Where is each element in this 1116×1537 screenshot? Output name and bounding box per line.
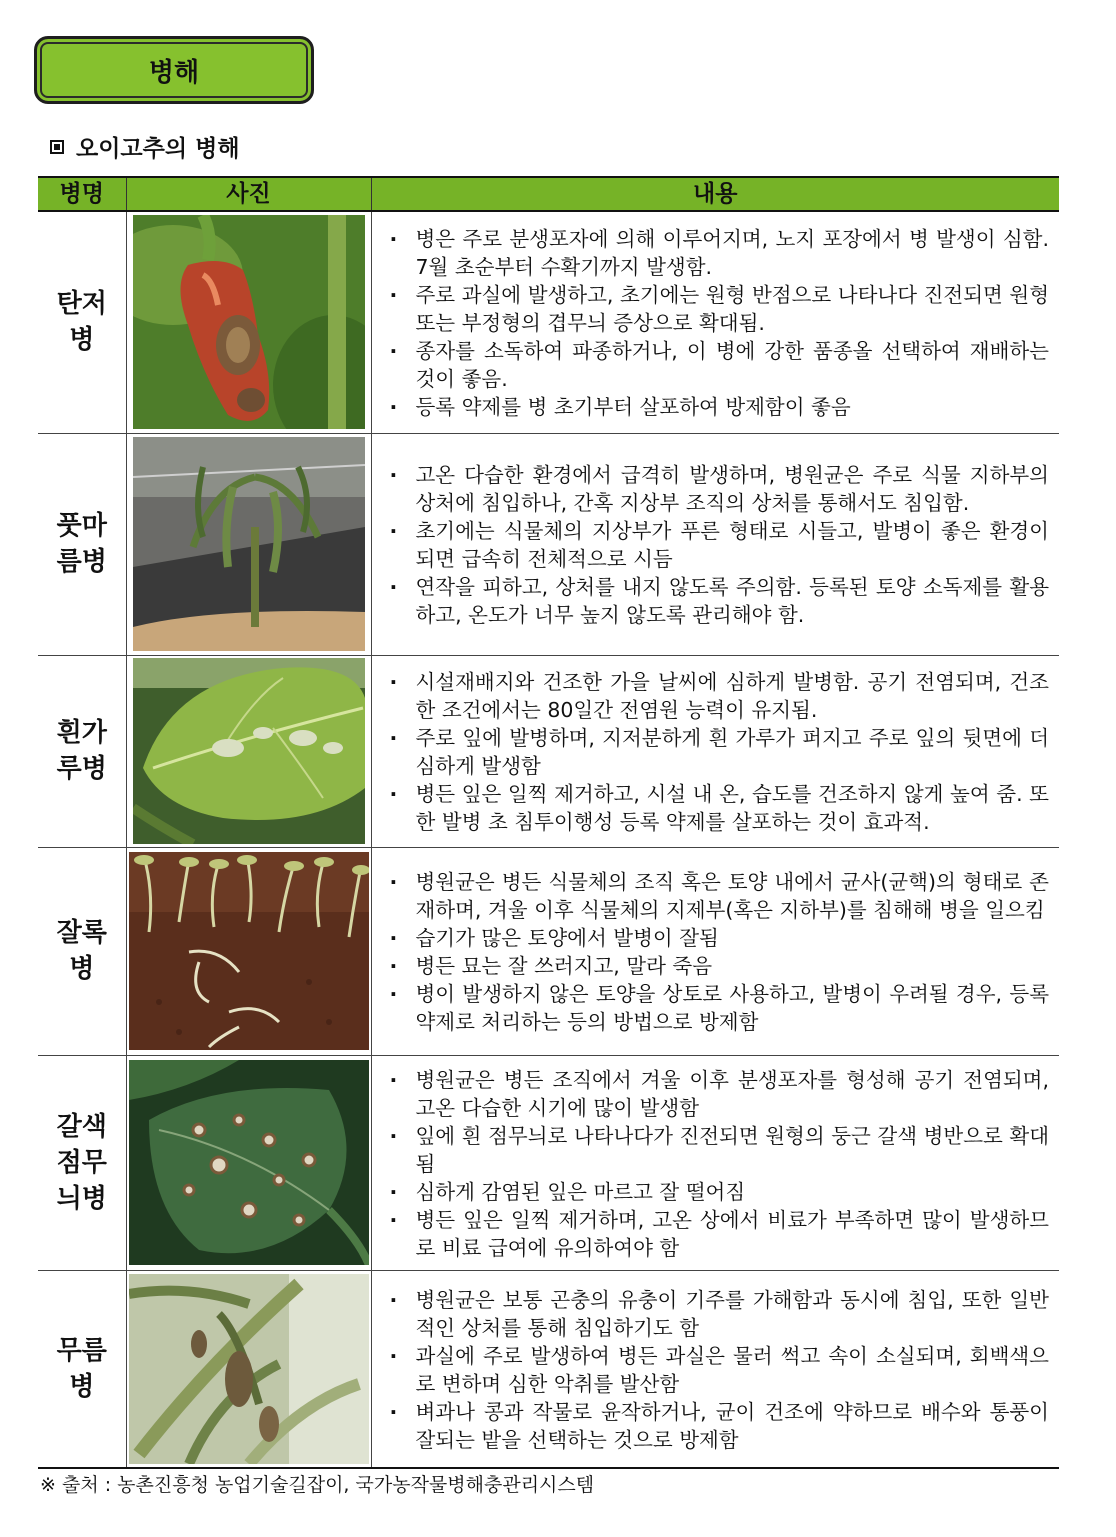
content-cell	[371, 433, 1059, 655]
list-item: · 등록 약제를 병 초기부터 살포하여 방제함이 좋음	[386, 393, 1050, 421]
bacterial-wilt-plant-photo	[133, 437, 365, 651]
damping-off-seedling-photo	[129, 852, 369, 1050]
photo-cell	[126, 847, 371, 1055]
list-item: · 종자를 소독하여 파종하거나, 이 병에 강한 품종올 선택하여 재배하는 것이 좋음.	[386, 337, 1050, 393]
source-note: ※ 출처 : 농촌진흥청 농업기술길잡이, 국가농작물병해충관리시스템	[40, 1474, 595, 1496]
photo-cell	[126, 211, 371, 433]
list-item: · 연작을 피하고, 상처를 내지 않도록 주의함. 등록된 토양 소독제를 활용하고, 온도가 너무 높지 않도록 관리해야 함.	[386, 573, 1050, 629]
list-item: · 주로 잎에 발병하며, 지저분하게 흰 가루가 퍼지고 주로 잎의 뒷면에 더 심하게 발생함	[386, 724, 1050, 780]
list-item: · 과실에 주로 발생하여 병든 과실은 물러 썩고 속이 소실되며, 회백색으로 변하며 심한 악취를 발산함	[386, 1342, 1050, 1398]
anthracnose-pepper-photo	[133, 215, 365, 429]
table-row	[38, 1055, 1059, 1270]
disease-name-cell	[38, 655, 126, 847]
square-bullet-icon	[50, 140, 64, 154]
table-row	[38, 433, 1059, 655]
subtitle-text: 오이고추의 병해	[76, 136, 240, 162]
list-item: · 병든 잎은 일찍 제거하고, 시설 내 온, 습도를 건조하지 않게 높여 줌. 또한 발병 초 침투이행성 등록 약제를 살포하는 것이 효과적.	[386, 780, 1050, 836]
disease-name: 풋마름병	[56, 511, 107, 577]
content-cell	[371, 211, 1059, 433]
table-row	[38, 211, 1059, 433]
disease-name-cell	[38, 847, 126, 1055]
disease-name: 탄저병	[56, 289, 107, 356]
section-title: 병해	[148, 57, 200, 88]
photo-cell	[126, 433, 371, 655]
content-cell	[371, 1055, 1059, 1270]
soft-rot-stem-photo	[129, 1274, 369, 1464]
table-header-row	[38, 177, 1059, 211]
list-item: · 병은 주로 분생포자에 의해 이루어지며, 노지 포장에서 병 발생이 심함. 7월 초순부터 수확기까지 발생함.	[386, 225, 1050, 281]
disease-name-cell	[38, 211, 126, 433]
photo-cell	[126, 655, 371, 847]
list-item: · 병이 발생하지 않은 토양을 상토로 사용하고, 발병이 우려될 경우, 등록 약제로 처리하는 등의 방법으로 방제함	[386, 980, 1050, 1036]
disease-name: 흰가루병	[56, 718, 107, 784]
photo-cell	[126, 1055, 371, 1270]
table-row	[38, 655, 1059, 847]
list-item: · 벼과나 콩과 작물로 윤작하거나, 균이 건조에 약하므로 배수와 통풍이 잘되는 밭을 선택하는 것으로 방제함	[386, 1398, 1050, 1454]
disease-table	[38, 176, 1059, 1469]
header-photo: 사진	[126, 177, 371, 211]
disease-name-cell	[38, 433, 126, 655]
list-item: · 고온 다습한 환경에서 급격히 발생하며, 병원균은 주로 식물 지하부의 상처에 침입하나, 간혹 지상부 조직의 상처를 통해서도 침입함.	[386, 461, 1050, 517]
content-cell	[371, 655, 1059, 847]
list-item: · 병원균은 병든 식물체의 조직 혹은 토양 내에서 균사(균핵)의 형태로 존재하며, 겨울 이후 식물체의 지제부(혹은 지하부)를 침해해 병을 일으킴	[386, 868, 1050, 924]
disease-name: 무름병	[56, 1335, 107, 1402]
list-item: · 잎에 흰 점무늬로 나타나다가 진전되면 원형의 둥근 갈색 병반으로 확대됨	[386, 1122, 1050, 1178]
list-item: · 병든 잎은 일찍 제거하며, 고온 상에서 비료가 부족하면 많이 발생하므로 비료 급여에 유의하여야 함	[386, 1206, 1050, 1262]
section-title-box	[34, 36, 314, 104]
content-cell	[371, 1270, 1059, 1468]
disease-name: 잘록병	[56, 918, 107, 984]
list-item: · 병원균은 보통 곤충의 유충이 기주를 가해함과 동시에 침입, 또한 일반적인 상처를 통해 침입하기도 함	[386, 1286, 1050, 1342]
header-content: 내용	[371, 177, 1059, 211]
disease-name-cell	[38, 1055, 126, 1270]
list-item: · 초기에는 식물체의 지상부가 푸른 형태로 시들고, 발병이 좋은 환경이 되면 급속히 전체적으로 시듬	[386, 517, 1050, 573]
header-name: 병명	[38, 177, 126, 211]
table-row	[38, 1270, 1059, 1468]
table-row	[38, 847, 1059, 1055]
disease-name: 갈색점무늬병	[56, 1111, 107, 1214]
brown-spot-leaf-photo	[129, 1060, 369, 1265]
powdery-mildew-leaf-photo	[133, 658, 365, 844]
subtitle	[50, 130, 240, 163]
list-item: · 병든 묘는 잘 쓰러지고, 말라 죽음	[386, 952, 1050, 980]
list-item: · 병원균은 병든 조직에서 겨울 이후 분생포자를 형성해 공기 전염되며, 고온 다습한 시기에 많이 발생함	[386, 1066, 1050, 1122]
disease-name-cell	[38, 1270, 126, 1468]
list-item: · 심하게 감염된 잎은 마르고 잘 떨어짐	[386, 1178, 1050, 1206]
list-item: · 주로 과실에 발생하고, 초기에는 원형 반점으로 나타나다 진전되면 원형 또는 부정형의 겹무늬 증상으로 확대됨.	[386, 281, 1050, 337]
photo-cell	[126, 1270, 371, 1468]
list-item: · 습기가 많은 토양에서 발병이 잘됨	[386, 924, 1050, 952]
content-cell	[371, 847, 1059, 1055]
list-item: · 시설재배지와 건조한 가을 날씨에 심하게 발병함. 공기 전염되며, 건조한 조건에서는 80일간 전염원 능력이 유지됨.	[386, 668, 1050, 724]
